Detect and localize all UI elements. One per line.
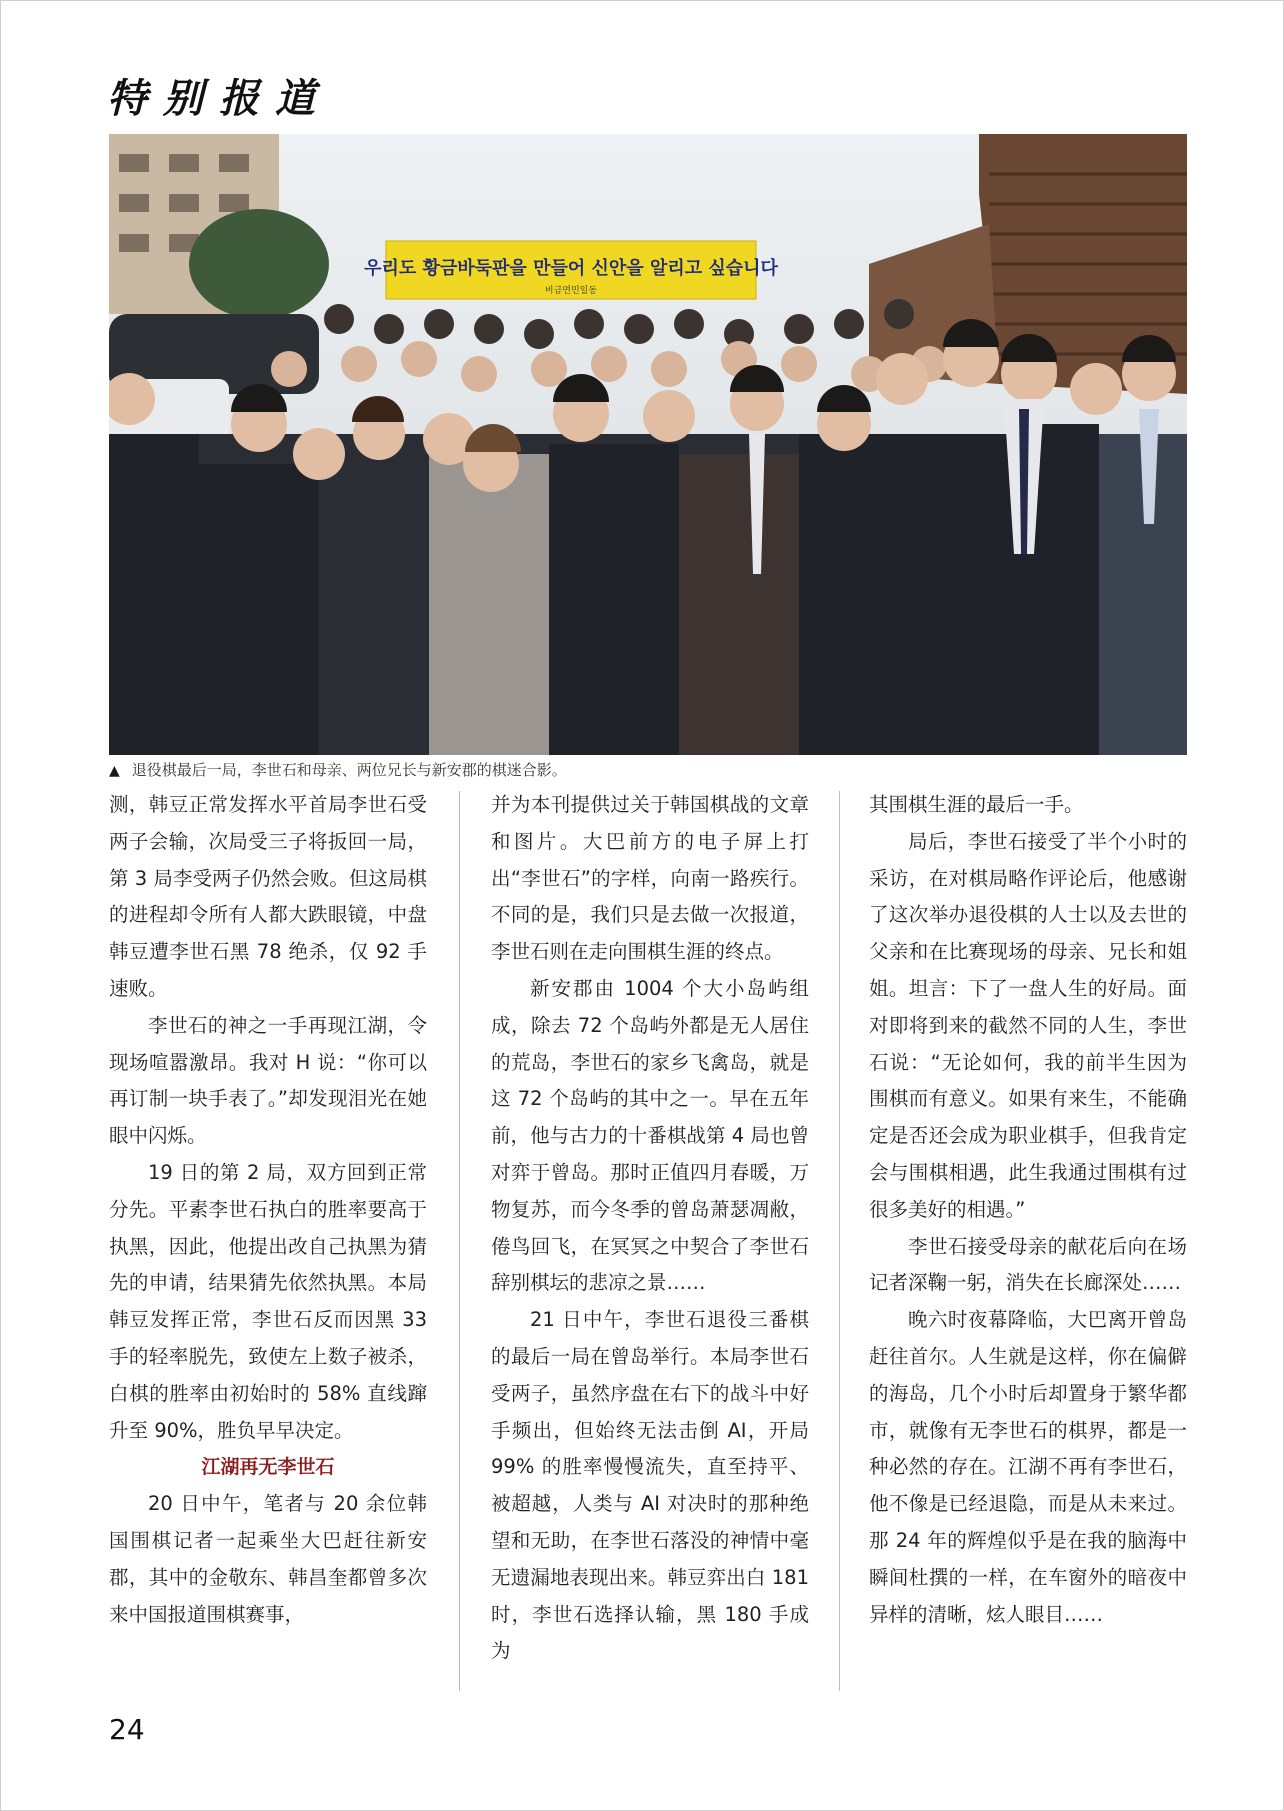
section-title: 特别报道 bbox=[107, 75, 331, 122]
paragraph: 晚六时夜幕降临，大巴离开曾岛赶往首尔。人生就是这样，你在偏僻的海岛，几个小时后却置身于繁华都市，就像有无李世石的棋界，都是一种必然的存在。江湖不再有李世石，他不像是已经退隐，而是从未来过。那 24 年的辉煌似乎是在我的脑海中瞬间杜撰的一样，在车窗外的暗夜中异样的清晰，炫人眼目…… bbox=[869, 1308, 1187, 1626]
paragraph: 其围棋生涯的最后一手。 bbox=[869, 793, 1084, 816]
svg-text:우리도 황금바둑판을 만들어 신안을 알리고 싶습니다: 우리도 황금바둑판을 만들어 신안을 알리고 싶습니다 bbox=[364, 258, 778, 279]
svg-text:비금면민일동: 비금면민일동 bbox=[544, 286, 598, 296]
article-column-1 bbox=[109, 787, 427, 1633]
section-subheading: 江湖再无李世石 bbox=[201, 1456, 335, 1479]
paragraph: 局后，李世石接受了半个小时的采访，在对棋局略作评论后，他感谢了这次举办退役棋的人士以及去世的父亲和在比赛现场的母亲、兄长和姐姐。坦言：下了一盘人生的好局。面对即将到来的截然不同的人生，李世石说：“无论如何，我的前半生因为围棋而有意义。如果有来生，不能确定是否还会成为职业棋手，但我肯定会与围棋相遇，此生我通过围棋有过很多美好的相遇。” bbox=[869, 829, 1187, 1221]
article-column-2 bbox=[491, 787, 809, 1670]
article-column-3 bbox=[869, 787, 1187, 1633]
paragraph: 19 日的第 2 局，双方回到正常分先。平素李世石执白的胜率要高于执黑，因此，他提出改自己执黑为猜先的申请，结果猜先依然执黑。本局韩豆发挥正常，李世石反而因黑 33 手的轻率脱先，致使左上数子被杀，白棋的胜率由初始时的 58% 直线蹿升至 90%，胜负早早决定。 bbox=[109, 1160, 427, 1442]
photo-caption bbox=[109, 759, 1187, 780]
paragraph: 新安郡由 1004 个大小岛屿组成，除去 72 个岛屿外都是无人居住的荒岛，李世石的家乡飞禽岛，就是这 72 个岛屿的其中之一。早在五年前，他与古力的十番棋战第 4 局也曾对弈于曾岛。那时正值四月春暖，万物复苏，而今冬季的曾岛萧瑟凋敝，倦鸟回飞，在冥冥之中契合了李世石辞别棋坛的悲凉之景…… bbox=[491, 976, 809, 1295]
paragraph: 测，韩豆正常发挥水平首局李世石受两子会输，次局受三子将扳回一局，第 3 局李受两子仍然会败。但这局棋的进程却令所有人都大跌眼镜，中盘韩豆遭李世石黑 78 绝杀，仅 92 手速败。 bbox=[109, 793, 427, 1000]
caption-text: 退役棋最后一局，李世石和母亲、两位兄长与新安郡的棋迷合影。 bbox=[131, 761, 567, 779]
paragraph: 李世石的神之一手再现江湖，令现场喧嚣激昂。我对 H 说：“你可以再订制一块手表了。”却发现泪光在她眼中闪烁。 bbox=[109, 1013, 427, 1148]
page-number: 24 bbox=[109, 1713, 145, 1746]
column-divider bbox=[839, 791, 840, 1691]
paragraph: 21 日中午，李世石退役三番棋的最后一局在曾岛举行。本局李世石受两子，虽然序盘在右下的战斗中好手频出，但始终无法击倒 AI，开局 99% 的胜率慢慢流失，直至持平、被超越，人类与 AI 对决时的那种绝望和无助，在李世石落没的神情中毫无遗漏地表现出来。韩豆弈出白 181 时，李世石选择认输，黑 180 手成为 bbox=[491, 1308, 809, 1663]
paragraph: 并为本刊提供过关于韩国棋战的文章和图片。大巴前方的电子屏上打出“李世石”的字样，向南一路疾行。不同的是，我们只是去做一次报道，李世石则在走向围棋生涯的终点。 bbox=[491, 793, 809, 964]
caption-triangle-icon: ▲ bbox=[109, 763, 120, 779]
column-divider bbox=[459, 791, 460, 1691]
group-photo bbox=[109, 134, 1187, 755]
paragraph: 李世石接受母亲的献花后向在场记者深鞠一躬，消失在长廊深处…… bbox=[869, 1234, 1187, 1295]
paragraph: 20 日中午，笔者与 20 余位韩国围棋记者一起乘坐大巴赶往新安郡，其中的金敬东、韩昌奎都曾多次来中国报道围棋赛事， bbox=[109, 1492, 427, 1626]
